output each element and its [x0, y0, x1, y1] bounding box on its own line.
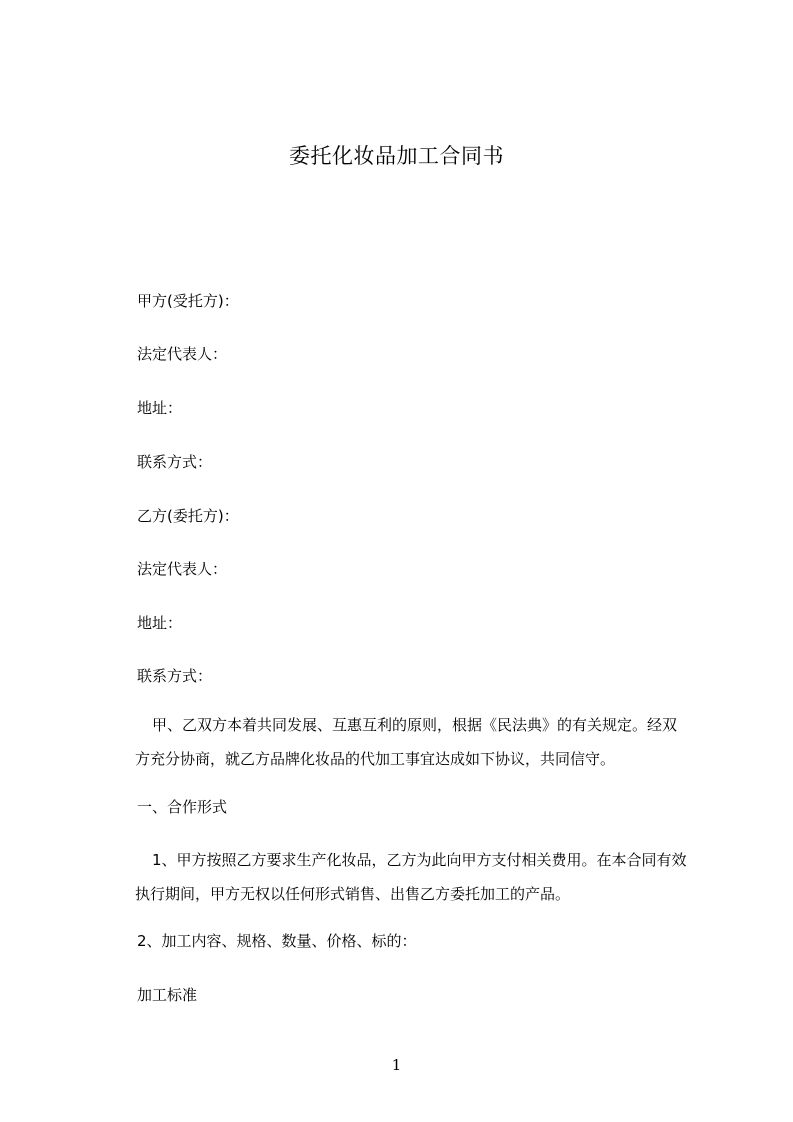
clause-1-paragraph: [137, 843, 717, 911]
party-a-address: 地址：: [137, 399, 183, 417]
section-1-heading: 一、合作形式: [137, 798, 228, 816]
party-b-contact: 联系方式：: [137, 667, 213, 685]
party-a-contact: 联系方式：: [137, 453, 213, 471]
party-b-address: 地址：: [137, 614, 183, 632]
preamble-paragraph: [137, 708, 717, 776]
party-a-legal-rep: 法定代表人：: [137, 345, 228, 363]
clause-1-line-1: 1、甲方按照乙方要求生产化妆品，乙方为此向甲方支付相关费用。在本合同有效: [152, 851, 687, 869]
party-a-label: 甲方(受托方)：: [137, 292, 239, 310]
page-number: 1: [391, 1056, 402, 1074]
processing-standard-label: 加工标准: [137, 986, 198, 1004]
clause-1-line-2: 执行期间，甲方无权以任何形式销售、出售乙方委托加工的产品。: [135, 885, 571, 903]
preamble-line-2: 方充分协商，就乙方品牌化妆品的代加工事宜达成如下协议，共同信守。: [135, 750, 616, 768]
preamble-line-1: 甲、乙双方本着共同发展、互惠互利的原则，根据《民法典》的有关规定。经双: [152, 716, 678, 734]
document-title: 委托化妆品加工合同书: [289, 144, 504, 168]
party-b-legal-rep: 法定代表人：: [137, 560, 228, 578]
party-b-label: 乙方(委托方)：: [137, 507, 239, 525]
clause-2: 2、加工内容、规格、数量、价格、标的：: [137, 932, 417, 950]
